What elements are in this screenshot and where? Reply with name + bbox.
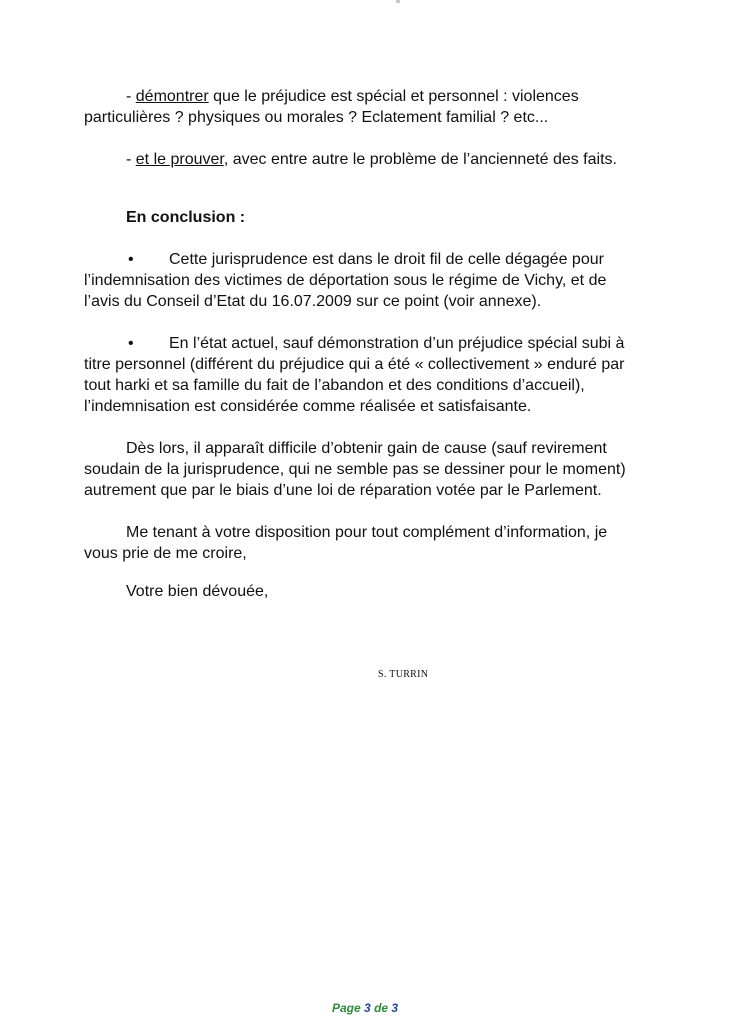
paragraph-1-line-3: autrement que par le biais d’une loi de réparation votée par le Parlement. xyxy=(84,482,602,499)
signature-name: S. TURRIN xyxy=(378,669,429,680)
bullet-2-line-1: En l’état actuel, sauf démonstration d’un préjudice spécial subi à xyxy=(169,335,625,352)
bullet-2-line-3: tout harki et sa famille du fait de l’abandon et des conditions d’accueil), xyxy=(84,377,585,394)
item-dash: - xyxy=(126,151,132,168)
scan-mark xyxy=(396,0,400,3)
bullet-2-line-2: titre personnel (différent du préjudice qui a été « collectivement » enduré par xyxy=(84,356,625,373)
footer-of-word: de xyxy=(374,1001,389,1015)
conclusion-heading: En conclusion : xyxy=(126,209,246,226)
closing-line: Votre bien dévouée, xyxy=(126,583,269,600)
bullet-symbol: • xyxy=(128,335,134,352)
item-prouver-line xyxy=(126,150,617,170)
footer-page-number: 3 xyxy=(364,1001,371,1015)
bullet-1-line-3: l’avis du Conseil d’Etat du 16.07.2009 sur ce point (voir annexe). xyxy=(84,293,542,310)
item-keyword-demontrer: démontrer xyxy=(135,88,209,105)
paragraph-1-line-2: soudain de la jurisprudence, qui ne semble pas se dessiner pour le moment) xyxy=(84,461,626,478)
paragraph-2-line-2: vous prie de me croire, xyxy=(84,545,247,562)
item-text: , avec entre autre le problème de l’ancienneté des faits. xyxy=(223,151,617,168)
footer-page-word: Page xyxy=(332,1001,361,1015)
item-text: que le préjudice est spécial et personnel : violences xyxy=(208,88,579,105)
paragraph-2-line-1: Me tenant à votre disposition pour tout complément d’information, je xyxy=(126,524,608,541)
bullet-symbol: • xyxy=(128,251,134,268)
bullet-1-line-2: l’indemnisation des victimes de déportation sous le régime de Vichy, et de xyxy=(84,272,607,289)
bullet-2-line-4: l’indemnisation est considérée comme réalisée et satisfaisante. xyxy=(84,398,532,415)
paragraph-1-line-1: Dès lors, il apparaît difficile d’obtenir gain de cause (sauf revirement xyxy=(126,440,607,457)
page-footer xyxy=(332,1000,398,1016)
bullet-1-line-1: Cette jurisprudence est dans le droit fil de celle dégagée pour xyxy=(169,251,604,268)
item-keyword-prouver: et le prouver xyxy=(135,151,224,168)
item-demontrer-line-1 xyxy=(126,87,579,107)
item-demontrer-line-2: particulières ? physiques ou morales ? Eclatement familial ? etc... xyxy=(84,109,549,126)
footer-total-pages: 3 xyxy=(391,1001,399,1015)
item-dash: - xyxy=(126,88,132,105)
